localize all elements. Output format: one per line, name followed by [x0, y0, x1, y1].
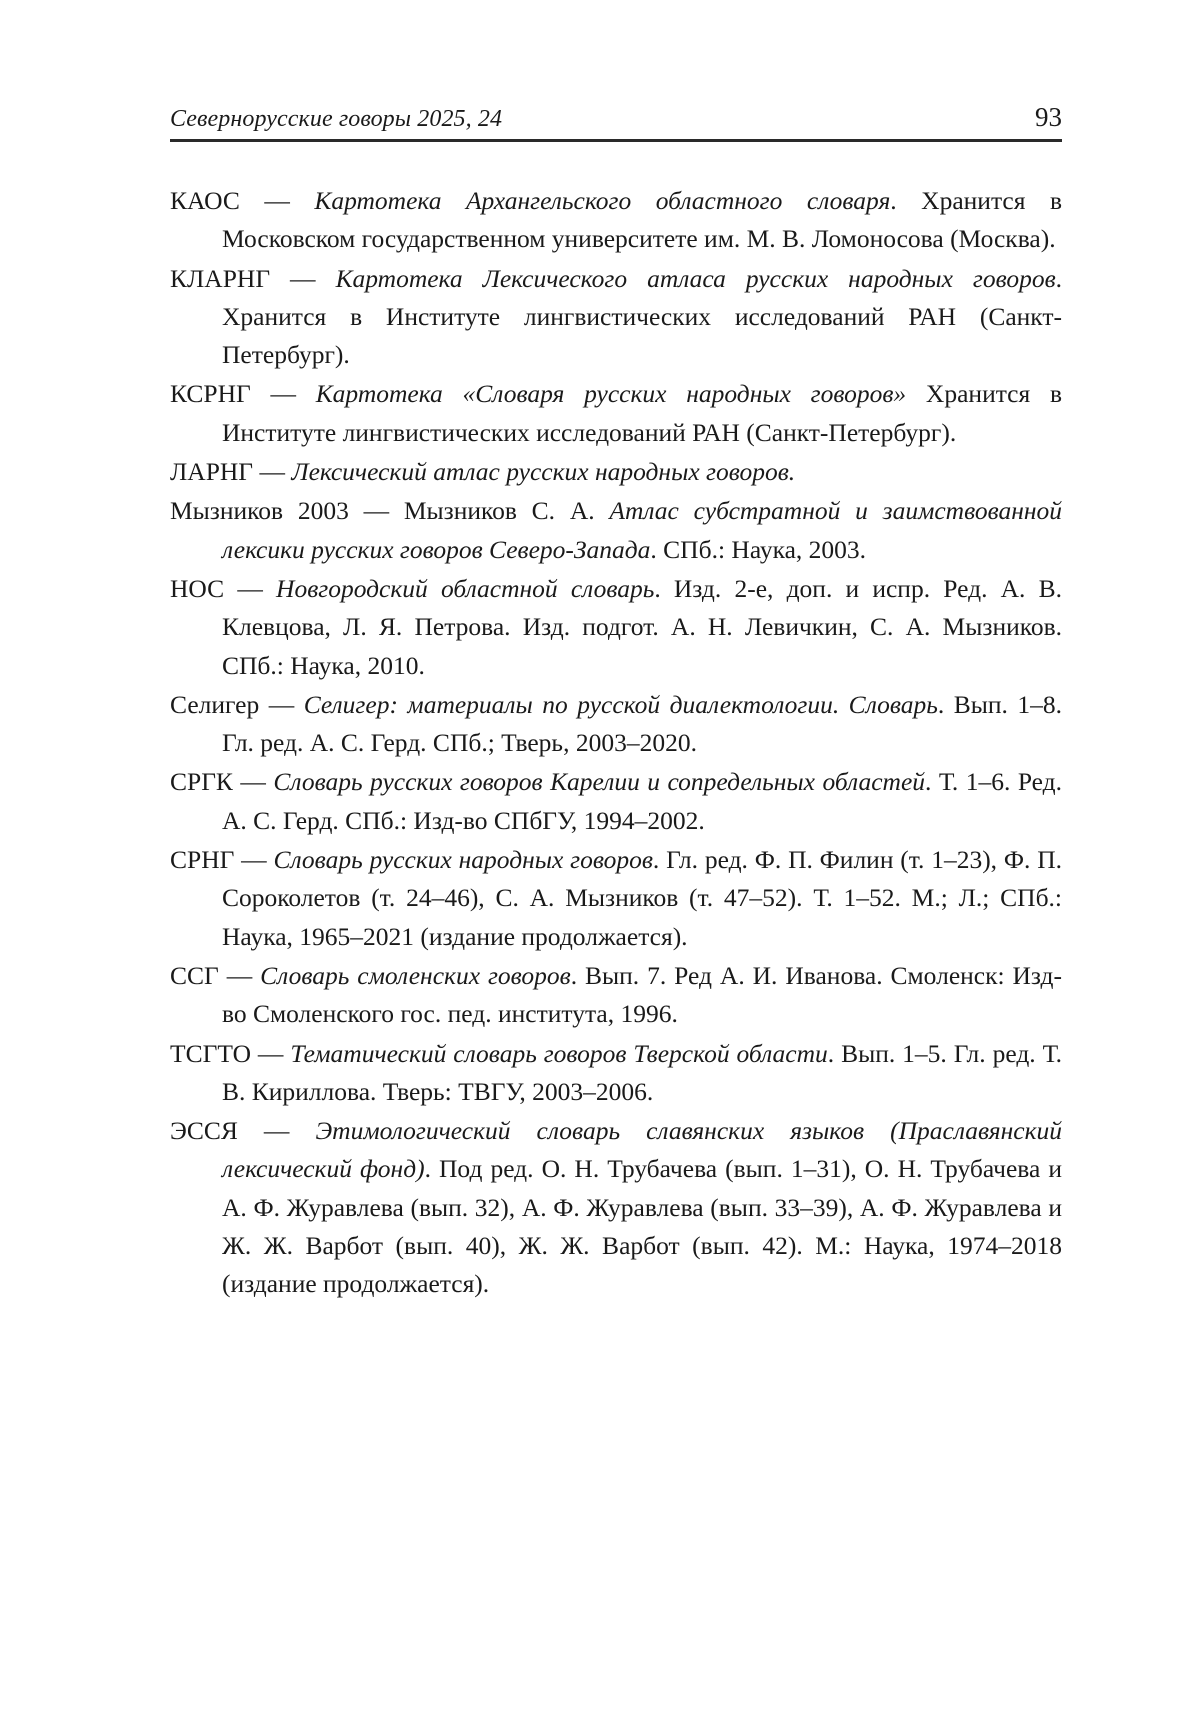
entry-kaos — [170, 182, 1062, 259]
entry-details: . СПб.: Наука, 2003. — [650, 534, 867, 564]
entry-seliger — [170, 686, 1062, 763]
entry-dash: — — [234, 845, 274, 875]
entry-title: Лексический атлас русских народных говоров. — [291, 457, 796, 487]
entry-details: . Вып. 7. Ред А. И. Иванова. Смоленск: Изд-во Смоленского гос. пед. института, 1996. — [222, 960, 1063, 1029]
entry-title: Картотека «Словаря русских народных говоров» — [315, 379, 907, 409]
entry-dash: — — [232, 767, 274, 797]
entry-details: . Вып. 1–8. Гл. ред. А. С. Герд. СПб.; Тверь, 2003–2020. — [222, 689, 1063, 758]
entry-title: Этимологический словарь славянских языков (Праславянский лексический фонд) — [222, 1116, 1062, 1184]
entry-dash: — — [224, 573, 277, 603]
entry-tsgto — [170, 1035, 1062, 1112]
entry-dash: — — [250, 379, 316, 409]
entry-title: Словарь русских народных говоров — [273, 845, 653, 875]
entry-details: . Гл. ред. Ф. П. Филин (т. 1–23), Ф. П. Сороколетов (т. 24–46), С. А. Мызников (т. 47–52). Т. 1–52. М.; Л.; СПб.: Наука, 1965–2021 (издание продолжается). — [222, 845, 1062, 951]
running-head — [170, 98, 1062, 142]
entry-abbr: ЭССЯ — [170, 1116, 238, 1146]
entry-abbr: СРГК — [170, 767, 233, 797]
entry-title: Картотека Лексического атласа русских народных говоров — [335, 263, 1056, 293]
abbreviations-list — [170, 182, 1062, 1305]
entry-details: . Т. 1–6. Ред. А. С. Герд. СПб.: Изд-во СПбГУ, 1994–2002. — [222, 767, 1063, 835]
entry-abbr: КСРНГ — [170, 379, 251, 409]
entry-details: . Изд. 2-е, доп. и испр. Ред. А. В. Клевцова, Л. Я. Петрова. Изд. подгот. А. Н. Левичкин, С. А. Мызников. СПб.: Наука, 2010. — [222, 573, 1062, 680]
entry-dash: — — [239, 186, 315, 215]
entry-details: . Под ред. О. Н. Трубачева (вып. 1–31), О. Н. Трубачева и А. Ф. Журавлева (вып. 32), А. Ф. Журавлева (вып. 33–39), А. Ф. Журавлева и Ж. Ж. Варбот (вып. 40), Ж. Ж. Варбот (вып. 42). М.: Наука, 1974–2018 (издание продолжается). — [222, 1154, 1062, 1299]
entry-dash: — — [237, 1116, 316, 1146]
entry-details: . Вып. 1–5. Гл. ред. Т. В. Кириллова. Тверь: ТВГУ, 2003–2006. — [222, 1038, 1062, 1106]
entry-dash: — — [253, 457, 292, 487]
entry-ssg — [170, 957, 1062, 1034]
entry-title: Картотека Архангельского областного словаря — [314, 186, 891, 215]
entry-abbr: КЛАРНГ — [170, 263, 271, 293]
entry-title: Тематический словарь говоров Тверской области — [290, 1038, 828, 1068]
entry-abbr: ЛАРНГ — [170, 457, 254, 487]
entry-dash: — — [348, 496, 404, 526]
entry-title: Новгородский областной словарь — [276, 573, 655, 603]
entry-abbr: ТСГТО — [170, 1038, 251, 1068]
entry-abbr: Мызников 2003 — [170, 496, 349, 526]
entry-abbr: СРНГ — [170, 845, 235, 875]
entry-myznikov-2003 — [170, 492, 1062, 569]
page-number: 93 — [1035, 102, 1062, 132]
entry-author: Мызников С. А. — [403, 496, 610, 526]
entry-srgk — [170, 763, 1062, 840]
entry-larng — [170, 453, 1062, 491]
entry-dash: — — [270, 263, 336, 293]
entry-abbr: ССГ — [170, 960, 219, 990]
entry-title: Селигер: материалы по русской диалектологии. Словарь — [303, 689, 938, 719]
entry-nos — [170, 570, 1062, 685]
entry-abbr: НОС — [170, 573, 225, 603]
journal-title: Севернорусские говоры 2025, 24 — [170, 106, 503, 132]
entry-details: Хранится в Институте лингвистических исследований РАН (Санкт-Петербург). — [222, 379, 1062, 447]
entry-klarng — [170, 260, 1062, 375]
entry-title: Словарь русских говоров Карелии и сопредельных областей — [273, 767, 926, 797]
entry-abbr: КАОС — [170, 186, 240, 215]
entry-ksrng — [170, 375, 1062, 452]
entry-title: Словарь смоленских говоров — [260, 960, 571, 990]
entry-srng — [170, 841, 1062, 956]
entry-dash: — — [259, 689, 304, 719]
entry-abbr: Селигер — [170, 689, 260, 719]
entry-details: . Хранится в Институте лингвистических исследований РАН (Санкт-Петербург). — [222, 263, 1063, 370]
entry-title: Атлас субстратной и заимствованной лексики русских говоров Северо-Запада — [222, 496, 1063, 564]
entry-details: . Хранится в Московском государственном университете им. М. В. Ломоносова (Москва). — [222, 186, 1063, 254]
entry-essya — [170, 1112, 1062, 1303]
entry-dash: — — [218, 960, 261, 990]
entry-dash: — — [250, 1038, 291, 1068]
